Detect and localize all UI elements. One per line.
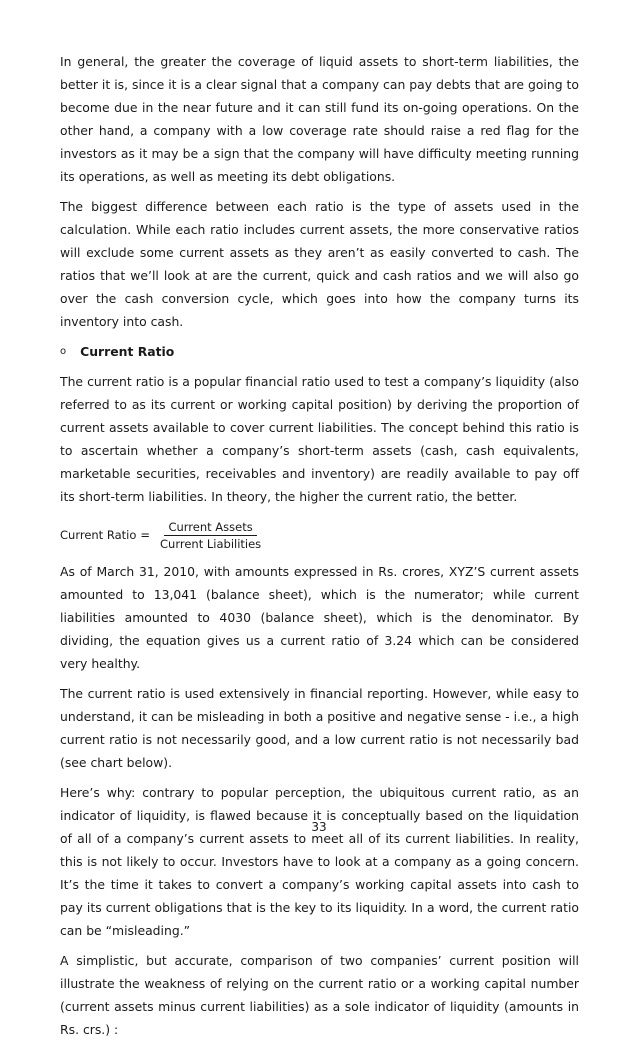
formula-equals: = [140, 528, 151, 542]
body-paragraph: The current ratio is a popular financial ratio used to test a company’s liquidity (also referred to as its current or working capital position) by deriving the proportion of current assets available to cover current liabilities. The concept behind this ratio is to ascertain whether a company’s short-term assets (cash, cash equivalents, marketable securities, receivables and inventory) are readily available to pay off its short-term liabilities. In theory, the higher the current ratio, the better. [60, 374, 579, 504]
body-paragraph: The biggest difference between each ratio is the type of assets used in the calculation. While each ratio includes current assets, the more conservative ratios will exclude some current assets as they aren’t as easily converted to cash. The ratios that we’ll look at are the current, quick and cash ratios and we will also go over the cash conversion cycle, which goes into how the company turns its inventory into cash. [60, 199, 579, 329]
page-content [60, 50, 579, 1048]
body-paragraph: The current ratio is used extensively in financial reporting. However, while easy to understand, it can be misleading in both a positive and negative sense - i.e., a high current ratio is not necessarily good, and a low current ratio is not necessarily bad (see chart below). [60, 686, 579, 770]
bullet-marker: o [60, 346, 67, 357]
page-number: 33 [311, 820, 327, 834]
formula-denominator: Current Liabilities [160, 536, 262, 551]
formula-numerator: Current Assets [164, 520, 256, 536]
formula-fraction [156, 520, 265, 551]
body-paragraph: Here’s why: contrary to popular perception, the ubiquitous current ratio, as an indicator of liquidity, is flawed because it is conceptually based on the liquidation of all of a company’s current assets to meet all of its current liabilities. In reality, this is not likely to occur. Investors have to look at a company as a going concern. It’s the time it takes to convert a company’s working capital assets into cash to pay its current obligations that is the key to its liquidity. In a word, the current ratio can be “misleading.” [60, 785, 579, 938]
body-paragraph: As of March 31, 2010, with amounts expressed in Rs. crores, XYZ’S current assets amounted to 13,041 (balance sheet), which is the numerator; while current liabilities amounted to 4030 (balance sheet), which is the denominator. By dividing, the equation gives us a current ratio of 3.24 which can be considered very healthy. [60, 564, 579, 671]
formula-lhs: Current Ratio [60, 528, 137, 542]
section-heading [60, 340, 579, 363]
current-ratio-formula [60, 515, 579, 555]
body-paragraph: In general, the greater the coverage of liquid assets to short-term liabilities, the better it is, since it is a clear signal that a company can pay debts that are going to become due in the near future and it can still fund its on-going operations. On the other hand, a company with a low coverage rate should raise a red flag for the investors as it may be a sign that the company will have difficulty meeting running its operations, as well as meeting its debt obligations. [60, 54, 579, 184]
body-paragraph: A simplistic, but accurate, comparison of two companies’ current position will illustrate the weakness of relying on the current ratio or a working capital number (current assets minus current liabilities) as a sole indicator of liquidity (amounts in Rs. crs.) : [60, 953, 579, 1037]
section-title: Current Ratio [80, 344, 175, 359]
